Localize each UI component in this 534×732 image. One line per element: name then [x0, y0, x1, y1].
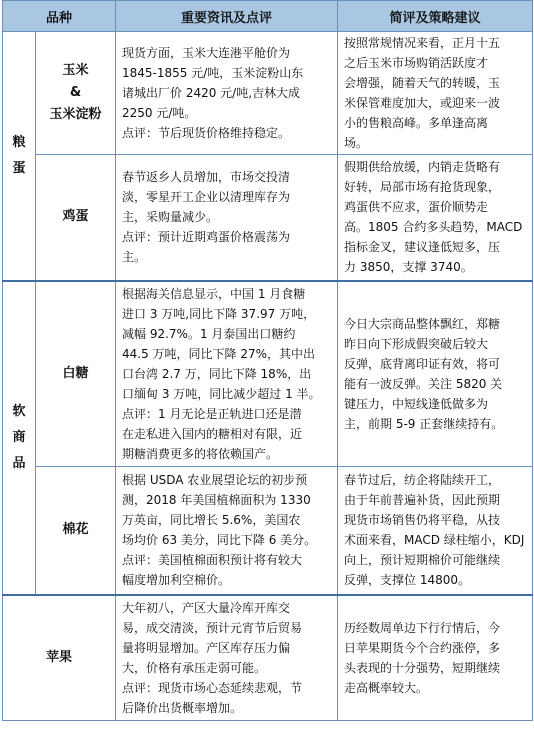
news-line: 根据 USDA 农业展望论坛的初步预	[122, 473, 308, 488]
table-row-corn	[3, 32, 533, 155]
news-line: 幅度增加利空棉价。	[122, 573, 231, 588]
advice-line: 历经数周单边下行行情后，今	[344, 620, 501, 635]
product-label: &	[69, 85, 82, 100]
news-line: 诸城出厂价 2420 元/吨,吉林大成	[122, 86, 301, 100]
advice-apple	[338, 595, 533, 721]
news-sugar	[116, 281, 338, 467]
commodity-table	[2, 0, 533, 721]
advice-line: 反弹，支撑位 14800。	[344, 573, 471, 588]
advice-line: 主，前期 5-9 正套继续持有。	[344, 416, 504, 431]
product-label: 玉米	[62, 63, 89, 78]
news-line: 大年初八，产区大量冷库开库交	[122, 600, 291, 615]
advice-egg	[338, 155, 533, 281]
table-row-sugar	[3, 281, 533, 467]
news-cotton	[116, 467, 338, 595]
advice-line: 现货市场销售仍将平稳，从技	[344, 513, 501, 528]
news-line: 口台湾 2.7 万，同比下降 18%，出	[122, 366, 312, 381]
news-line: 万英亩，同比增长 5.6%，美国农	[122, 513, 301, 528]
news-egg	[116, 155, 338, 281]
product-egg	[36, 155, 116, 281]
product-cotton	[36, 467, 116, 595]
advice-line: 高。1805 合约多头趋势，MACD	[344, 220, 523, 235]
news-line: 春节返乡人员增加，市场交投清	[122, 170, 291, 185]
advice-line: 指标金叉，建议逢低短多，压	[344, 240, 501, 255]
advice-line: 键压力，中短线逢低做多为	[344, 396, 489, 411]
group-char: 软	[12, 403, 26, 419]
advice-line: 术面来看，MACD 绿柱缩小，KDJ	[344, 533, 525, 548]
product-sugar	[36, 281, 116, 467]
product-label: 棉花	[62, 522, 89, 538]
product-label: 苹果	[46, 649, 73, 665]
news-line: 期糖消费更多的将依赖国产。	[122, 446, 279, 461]
advice-line: 按照常规情况来看，正月十五	[344, 36, 501, 50]
news-line: 大，价格有承压走弱可能。	[122, 660, 267, 675]
advice-line: 走高概率较大。	[344, 680, 429, 695]
news-line: 后降价出货概率增加。	[122, 700, 243, 715]
advice-line: 向上，预计短期棉价可能继续	[344, 553, 501, 568]
news-line: 44.5 万吨，同比下降 27%，其中出	[122, 346, 316, 361]
news-line: 主，采购量减少。	[122, 210, 219, 225]
group-grain-egg	[3, 32, 36, 281]
advice-line: 今日大宗商品整体飘红，郑糖	[344, 316, 501, 331]
advice-line: 小的售粮高峰。多单逢高离	[344, 116, 489, 130]
news-line: 测，2018 年美国植棉面积为 1330	[122, 493, 311, 508]
news-apple	[116, 595, 338, 721]
news-line: 2250 元/吨。	[122, 106, 197, 120]
news-line: 易，成交清淡，预计元宵节后贸易	[122, 620, 303, 635]
news-line: 现货方面，玉米大连港平舱价为	[122, 46, 291, 60]
advice-line: 昨日向下形成假突破后较大	[344, 336, 489, 351]
table-row-apple	[3, 595, 533, 721]
news-line: 量将明显增加。产区库存压力偏	[122, 640, 291, 655]
group-soft-commodity	[3, 281, 36, 595]
advice-line: 场。	[344, 136, 369, 150]
news-line: 主。	[122, 250, 147, 265]
news-line: 点评：节后现货价格维持稳定。	[122, 126, 291, 140]
news-line: 进口 3 万吨,同比下降 37.97 万吨，	[122, 306, 316, 321]
product-apple	[3, 595, 116, 721]
advice-line: 日苹果期货今个合约涨停，多	[344, 640, 501, 655]
advice-sugar	[338, 281, 533, 467]
advice-line: 力 3850，支撑 3740。	[344, 260, 473, 275]
advice-line: 头表现的十分强势，短期继续	[344, 660, 501, 675]
product-corn	[36, 32, 116, 155]
advice-line: 由于年前普遍补货，因此预期	[344, 493, 501, 508]
product-label: 白糖	[62, 365, 89, 381]
advice-line: 米保管难度加大，或迎来一波	[344, 96, 501, 110]
advice-corn	[338, 32, 533, 155]
group-char: 品	[12, 455, 26, 471]
advice-line: 会增强，随着天气的转暖，玉	[344, 76, 501, 90]
news-line: 口缅甸 3 万吨，同比减少超过 1 半。	[122, 386, 321, 401]
header-advice: 简评及策略建议	[338, 1, 533, 32]
table-row-cotton	[3, 467, 533, 595]
news-line: 在走私进入国内的糖相对有限，近	[122, 426, 303, 441]
advice-line: 好转，局部市场有抢货现象，	[344, 180, 501, 195]
group-char: 商	[12, 429, 26, 445]
news-line: 点评：1 月无论是正轨进口还是潜	[122, 406, 302, 421]
news-line: 淡，零星开工企业以清理库存为	[122, 190, 291, 205]
news-line: 根据海关信息显示，中国 1 月食糖	[122, 286, 306, 301]
advice-line: 春节过后，纺企将陆续开工，	[344, 473, 501, 488]
product-label: 鸡蛋	[62, 209, 89, 225]
group-char: 粮	[12, 134, 26, 150]
news-line: 场均价 63 美分，同比下降 6 美分。	[122, 533, 317, 548]
news-line: 点评：现货市场心态延续悲观，节	[122, 680, 303, 695]
table-header-row	[3, 1, 533, 32]
product-label: 玉米淀粉	[49, 107, 102, 122]
advice-line: 反弹，底背离印证有效，将可	[344, 356, 501, 371]
news-line: 点评：预计近期鸡蛋价格震荡为	[122, 230, 291, 245]
header-variety: 品种	[3, 1, 116, 32]
news-line: 点评：美国植棉面积预计将有较大	[122, 553, 303, 568]
advice-line: 假期供给放缓，内销走货略有	[344, 160, 501, 175]
group-char: 蛋	[12, 160, 26, 176]
advice-cotton	[338, 467, 533, 595]
news-corn	[116, 32, 338, 155]
advice-line: 鸡蛋供不应求，蛋价顺势走	[344, 200, 489, 215]
advice-line: 能有一波反弹。关注 5820 关	[344, 376, 503, 391]
news-line: 减幅 92.7%。1 月泰国出口糖约	[122, 326, 296, 341]
table-row-egg	[3, 155, 533, 281]
header-news: 重要资讯及点评	[116, 1, 338, 32]
news-line: 1845-1855 元/吨，玉米淀粉山东	[122, 66, 304, 80]
advice-line: 之后玉米市场购销活跃度才	[344, 56, 489, 70]
